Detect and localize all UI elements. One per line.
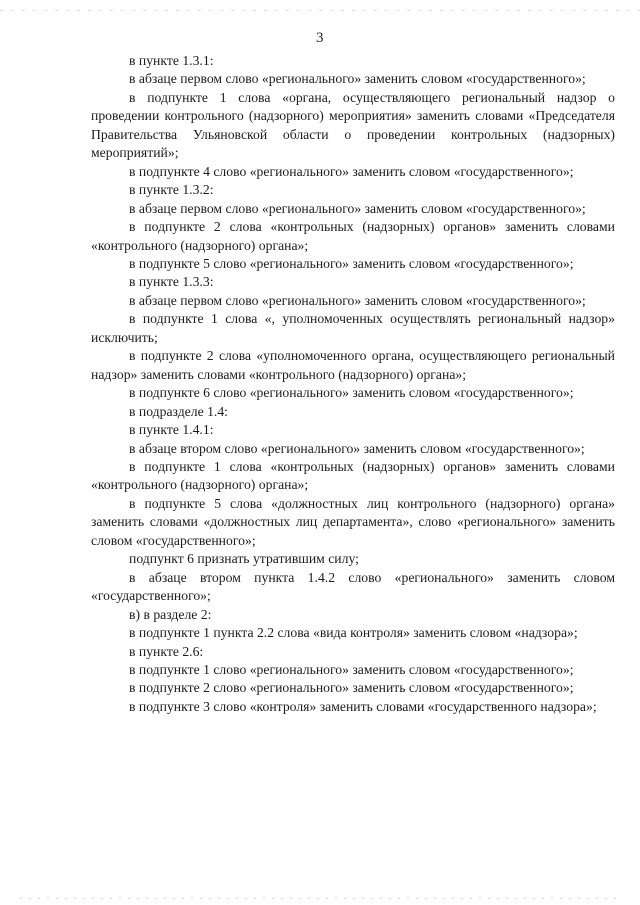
paragraph: в подпункте 1 пункта 2.2 слова «вида контроля» заменить словом «надзора»; [129, 625, 578, 641]
paragraph: в пункте 1.3.2: [129, 182, 214, 198]
paragraph: в подпункте 4 слово «регионального» заменить словом «государственного»; [129, 163, 574, 179]
scan-edge-bottom [20, 898, 620, 899]
paragraph: в подпункте 5 слово «регионального» заменить словом «государственного»; [129, 255, 574, 271]
paragraph: в пункте 2.6: [129, 643, 204, 659]
paragraph: в) в разделе 2: [129, 606, 212, 622]
paragraph: в подпункте 2 слова «контрольных (надзорных) органов» заменить словами «контрольного (надзорного) органа»; [91, 219, 615, 253]
paragraph: в пункте 1.3.1: [129, 53, 214, 68]
paragraph: в подразделе 1.4: [129, 403, 228, 419]
paragraph: в абзаце первом слово «регионального» заменить словом «государственного»; [129, 200, 586, 216]
paragraph: в подпункте 2 слово «регионального» заменить словом «государственного»; [129, 680, 574, 696]
scan-edge-top [0, 10, 640, 11]
paragraph: в подпункте 6 слово «регионального» заменить словом «государственного»; [129, 385, 574, 401]
paragraph: в подпункте 1 слово «регионального» заменить словом «государственного»; [129, 661, 574, 677]
paragraph: в подпункте 3 слово «контроля» заменить словами «государственного надзора»; [129, 698, 597, 714]
paragraph: в пункте 1.3.3: [129, 274, 214, 290]
paragraph: в абзаце первом слово «регионального» заменить словом «государственного»; [129, 292, 586, 308]
page-number: 3 [316, 30, 324, 46]
paragraph: в подпункте 1 слова «контрольных (надзорных) органов» заменить словами «контрольного (надзорного) органа»; [91, 458, 615, 493]
paragraph: в подпункте 5 слова «должностных лиц контрольного (надзорного) органа» заменить словами «должностных лиц департамента», слово «регионального» заменить словом «государственного»; [91, 495, 615, 548]
paragraph: в абзаце втором слово «регионального» заменить словом «государственного»; [129, 440, 585, 456]
paragraph: в подпункте 1 слова «органа, осуществляющего региональный надзор о проведении контрольного (надзорного) мероприятия» заменить словами «Председателя Правительства Ульяновской области о проведении контрольных (надзорных) мероприятий»; [91, 89, 615, 161]
paragraph: в подпункте 1 слова «, уполномоченных осуществлять региональный надзор» исключить; [91, 311, 615, 345]
paragraph: подпункт 6 признать утратившим силу; [129, 551, 359, 567]
paragraph: в пункте 1.4.1: [129, 422, 214, 438]
document-body [91, 52, 615, 716]
paragraph: в абзаце первом слово «регионального» заменить словом «государственного»; [129, 71, 586, 87]
paragraph: в подпункте 2 слова «уполномоченного органа, осуществляющего региональный надзор» заменить словами «контрольного (надзорного) органа»; [91, 348, 615, 382]
paragraph: в абзаце втором пункта 1.4.2 слово «регионального» заменить словом «государственного»; [91, 569, 615, 604]
